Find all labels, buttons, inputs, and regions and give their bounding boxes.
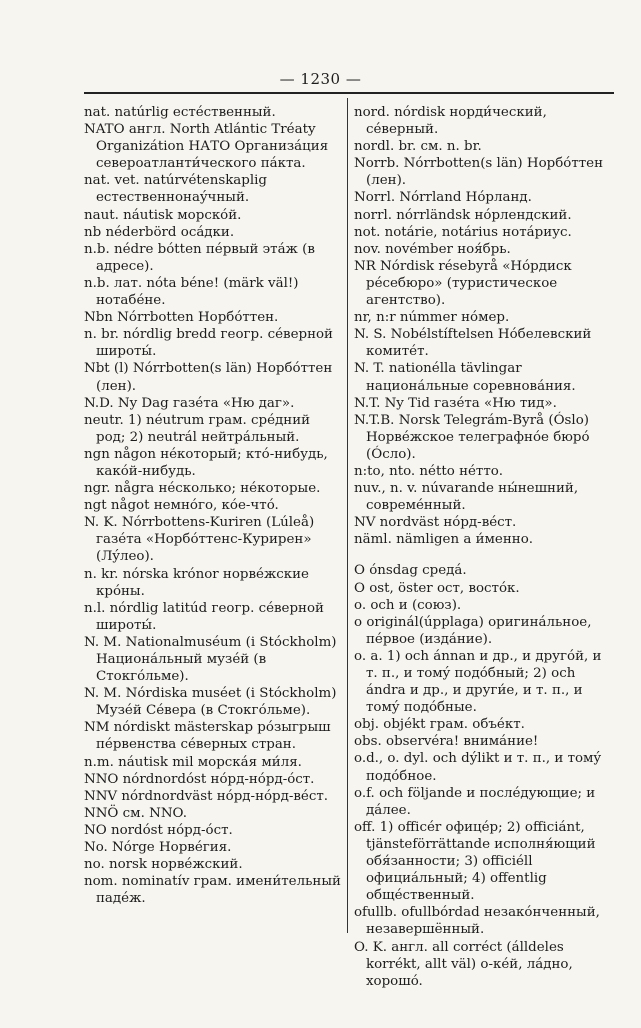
dictionary-entry: o. och и (союз). bbox=[354, 597, 462, 613]
dictionary-entry: nom. nominatív грам. имени́тельный падéж. bbox=[84, 874, 341, 907]
dictionary-entry: nord. nórdisk норди́ческий, сéверный. bbox=[354, 105, 547, 138]
dictionary-entry: obj. objékt грам. объéкт. bbox=[354, 717, 525, 733]
dictionary-entry: naut. náutisk морскóй. bbox=[84, 207, 242, 223]
dictionary-entry: NNÖ см. NNO. bbox=[84, 805, 187, 821]
dictionary-entry: norrl. nórrländsk нóрлендский. bbox=[354, 207, 572, 223]
dictionary-entry: Norrl. Nórrland Нóрланд. bbox=[354, 190, 532, 206]
dictionary-entry: N. M. Nationalmuséum (i Stóckholm) Национáльный музéй (в Стокгóльме). bbox=[84, 634, 337, 685]
dictionary-entry: NO nordóst нóрд-óст. bbox=[84, 822, 233, 838]
dictionary-entry: O. K. англ. all corréct (álldeles korrékt, allt väl) о-кéй, лáдно, хорошó. bbox=[354, 939, 573, 989]
dictionary-entry: N. S. Nobélstíftelsen Нóбелевский комитéт. bbox=[354, 327, 592, 360]
right-column bbox=[354, 104, 614, 990]
dictionary-entry: n.b. nédre bótten пéрвый этáж (в адресе). bbox=[84, 241, 315, 274]
section-gap bbox=[354, 548, 614, 562]
dictionary-entry: N. M. Nórdiska muséet (i Stóckholm) Музéй Сéвера (в Стокгóльме). bbox=[84, 686, 337, 719]
header-rule bbox=[84, 92, 614, 94]
dictionary-entry: n.m. náutisk mil морскáя ми́ля. bbox=[84, 754, 302, 770]
dictionary-entry: ngn någon нéкоторый; ктó-нибудь, какóй-нибудь. bbox=[84, 446, 328, 479]
dictionary-entry: NM nórdiskt mästerskap рóзыгрыш пéрвенства сéверных стран. bbox=[84, 720, 331, 753]
dictionary-entry: NV nordväst нóрд-вéст. bbox=[354, 515, 517, 531]
dictionary-entry: o.d., o. dyl. och dýlikt и т. п., и томý подóбное. bbox=[354, 751, 602, 784]
dictionary-entry: not. notárie, notárius нотáриус. bbox=[354, 224, 572, 240]
dictionary-entry: neutr. 1) néutrum грам. срéдний род; 2) neutrál нейтрáльный. bbox=[84, 412, 311, 445]
dictionary-entry: o.f. och följande и послéдующие; и дáлее. bbox=[354, 785, 596, 818]
left-column bbox=[84, 104, 341, 907]
dictionary-entry: o originál(úpplaga) оригинáльное, пéрвое (издáние). bbox=[354, 614, 592, 647]
dictionary-entry: ofullb. ofullbórdad незакóнченный, незавершённый. bbox=[354, 905, 600, 938]
dictionary-entry: ngr. några нéсколько; нéкоторые. bbox=[84, 481, 321, 497]
column-divider bbox=[347, 98, 348, 933]
dictionary-entry: no. norsk норвéжский. bbox=[84, 857, 243, 873]
dictionary-entry: N. K. Nórrbottens-Kuriren (Lúleå) газéта «Норбóттенс-Курирен» (Лýлео). bbox=[84, 515, 315, 565]
dictionary-entry: N. T. nationélla tävlingar национáльные соревновáния. bbox=[354, 361, 576, 394]
dictionary-entry: n:to, nto. nétto нéтто. bbox=[354, 463, 504, 479]
dictionary-entry: off. 1) officér офицéр; 2) officiánt, tjänsteförrättande исполня́ющий обя́занности; 3) officiéll официáльный; 4) offentlig общéственный. bbox=[354, 819, 596, 904]
dictionary-entry: nov. novémber ноя́брь. bbox=[354, 241, 511, 257]
dictionary-entry: ngt något немнóго, кóе-чтó. bbox=[84, 498, 279, 514]
dictionary-entry: O ónsdag средá. bbox=[354, 563, 467, 579]
dictionary-entry: NNV nórdnordväst нóрд-нóрд-вéст. bbox=[84, 788, 329, 804]
dictionary-entry: Nbt (l) Nórrbotten(s län) Норбóттен (лен). bbox=[84, 361, 333, 394]
dictionary-entry: NNO nórdnordóst нóрд-нóрд-óст. bbox=[84, 771, 315, 787]
dictionary-entry: Norrb. Nórrbotten(s län) Норбóттен (лен). bbox=[354, 156, 604, 189]
dictionary-entry: nr, n:r númmer нóмер. bbox=[354, 310, 510, 326]
dictionary-entry: No. Nórge Норвéгия. bbox=[84, 840, 232, 856]
dictionary-entry: N.T.B. Norsk Telegrám-Byrå (Óslo) Норвéжское телеграфнóе бюрó (Óсло). bbox=[354, 412, 590, 462]
dictionary-entry: Nbn Nórrbotten Норбóттен. bbox=[84, 310, 279, 326]
dictionary-entry: n.l. nórdlig latitúd геогр. сéверной широты́. bbox=[84, 600, 324, 633]
dictionary-entry: O ost, öster ост, востóк. bbox=[354, 580, 520, 596]
dictionary-entry: nat. natúrlig естéственный. bbox=[84, 105, 276, 120]
dictionary-entry: n.b. лат. nóta béne! (märk väl!) нотабéне. bbox=[84, 275, 299, 309]
dictionary-entry: n. br. nórdlig bredd геогр. сéверной широты́. bbox=[84, 327, 333, 360]
dictionary-entry: nb néderbörd осáдки. bbox=[84, 224, 235, 240]
dictionary-entry: nordl. br. см. n. br. bbox=[354, 139, 482, 155]
dictionary-entry: n. kr. nórska krónor норвéжские крóны. bbox=[84, 566, 309, 599]
dictionary-entry: nat. vet. natúrvétenskaplig естественнонаýчный. bbox=[84, 173, 267, 206]
dictionary-entry: nuv., n. v. núvarande ны́нешний, совремéнный. bbox=[354, 481, 579, 514]
dictionary-entry: NATO англ. North Atlántic Tréaty Organizátion НАТО Организáция североатланти́ческого пáкта. bbox=[84, 122, 329, 172]
dictionary-entry: N.T. Ny Tid газéта «Ню тид». bbox=[354, 395, 557, 411]
dictionary-entry: N.D. Ny Dag газéта «Ню даг». bbox=[84, 395, 295, 411]
dictionary-entry: o. a. 1) och ánnan и др., и другóй, и т. п., и томý подóбный; 2) och ándra и др., и други́е, и т. п., и томý подóбные. bbox=[354, 648, 602, 716]
dictionary-entry: näml. nämligen а и́менно. bbox=[354, 532, 534, 548]
dictionary-entry: NR Nórdisk résebyrå «Нóрдиск рéсебюро» (туристическое агентство). bbox=[354, 258, 572, 309]
page-number: — 1230 — bbox=[279, 70, 362, 88]
dictionary-entry: obs. observéra! внимáние! bbox=[354, 734, 539, 750]
